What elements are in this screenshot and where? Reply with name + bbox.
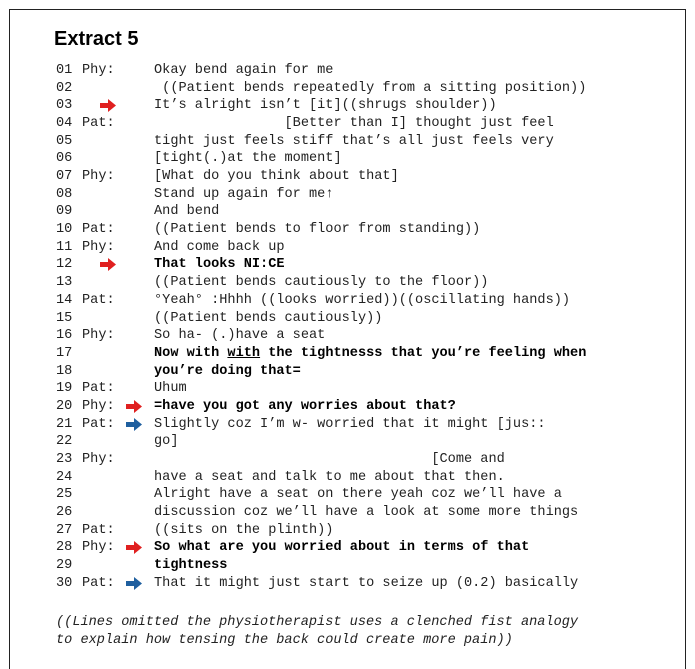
utterance-text: ((Patient bends repeatedly from a sitting position)) [154,80,587,96]
utterance-text: It’s alright isn’t [it]((shrugs shoulder)) [154,98,497,114]
utterance-text: So ha- (.)have a seat [154,328,326,344]
speaker-label: Phy: [82,169,115,185]
utterance-text: And bend [154,204,220,220]
utterance-text: That it might just start to seize up (0.2) basically [154,575,579,591]
utterance-text: Slightly coz I’m w- worried that it might [jus:: [154,416,546,432]
line-number: 25 [56,487,73,503]
line-number: 21 [56,416,73,432]
utterance-text: °Yeah° :Hhhh ((looks worried))((oscillating hands)) [154,292,571,308]
utterance-text: =have you got any worries about that? [154,398,456,414]
line-number: 04 [56,116,73,132]
line-number: 16 [56,328,73,344]
speaker-label: Phy: [82,239,115,255]
line-number: 10 [56,222,73,238]
utterance-text: ((Patient bends to floor from standing)) [154,222,481,238]
speaker-label: Pat: [82,416,115,432]
utterance-text: [Better than I] thought just feel [154,116,554,132]
speaker-label: Pat: [82,381,115,397]
speaker-label: Pat: [82,116,115,132]
line-number: 11 [56,239,73,255]
utterance-text: tight just feels stiff that’s all just feels very [154,133,554,149]
utterance-text: tightness [154,558,228,574]
speaker-label: Pat: [82,222,115,238]
line-number: 17 [56,345,73,361]
utterance-text: ((Patient bends cautiously to the floor)) [154,275,489,291]
speaker-label: Pat: [82,575,115,591]
red-arrow-icon [100,258,116,271]
utterance-text: That looks NI:CE [154,257,285,273]
speaker-label: Pat: [82,292,115,308]
utterance-text: ((sits on the plinth)) [154,522,334,538]
speaker-label: Phy: [82,398,115,414]
line-number: 23 [56,451,73,467]
line-number: 09 [56,204,73,220]
utterance-text: Uhum [154,381,187,397]
line-number: 19 [56,381,73,397]
utterance-text: Alright have a seat on there yeah coz we’ll have a [154,487,562,503]
note-line: to explain how tensing the back could create more pain)) [56,633,513,648]
utterance-text: go] [154,434,179,450]
utterance-text: you’re doing that= [154,363,301,379]
utterance-text: ((Patient bends cautiously)) [154,310,383,326]
utterance-text-part: the tightnesss that you’re feeling when [260,345,587,361]
line-number: 12 [56,257,73,273]
speaker-label: Phy: [82,451,115,467]
line-number: 24 [56,469,73,485]
speaker-label: Pat: [82,522,115,538]
speaker-label: Phy: [82,63,115,78]
line-number: 28 [56,540,73,556]
line-number: 02 [56,80,73,96]
line-number: 26 [56,505,73,520]
speaker-label: Phy: [82,328,115,344]
line-number: 13 [56,275,73,291]
line-number: 05 [56,133,73,149]
speaker-label: Phy: [82,540,115,556]
line-number: 30 [56,575,73,591]
line-number: 20 [56,398,73,414]
line-number: 03 [56,98,73,114]
utterance-text: discussion coz we’ll have a look at some more things [154,505,579,520]
red-arrow-icon [100,99,116,112]
line-number: 01 [56,63,73,78]
utterance-text: [Come and [154,451,505,467]
utterance-text: [tight(.)at the moment] [154,151,342,167]
line-number: 18 [56,363,73,379]
utterance-text: Stand up again for me↑ [154,186,334,202]
blue-arrow-icon [126,577,142,590]
utterance-text: And come back up [154,239,285,255]
red-arrow-icon [126,541,142,554]
utterance-text: have a seat and talk to me about that then. [154,469,505,485]
utterance-text-part: Now with [154,345,228,361]
line-number: 29 [56,558,73,574]
line-number: 07 [56,169,73,185]
line-number: 14 [56,292,73,308]
line-number: 22 [56,434,73,450]
line-number: 15 [56,310,73,326]
extract-title: Extract 5 [54,28,139,50]
line-number: 08 [56,186,73,202]
utterance-text: [What do you think about that] [154,169,399,185]
utterance-text: Okay bend again for me [154,63,334,78]
note-line: ((Lines omitted the physiotherapist uses a clenched fist analogy [56,615,579,630]
utterance-text: So what are you worried about in terms of that [154,540,530,556]
line-number: 27 [56,522,73,538]
blue-arrow-icon [126,418,142,431]
underlined-word: with [227,345,261,361]
line-number: 06 [56,151,73,167]
red-arrow-icon [126,400,142,413]
utterance-text [154,345,586,363]
